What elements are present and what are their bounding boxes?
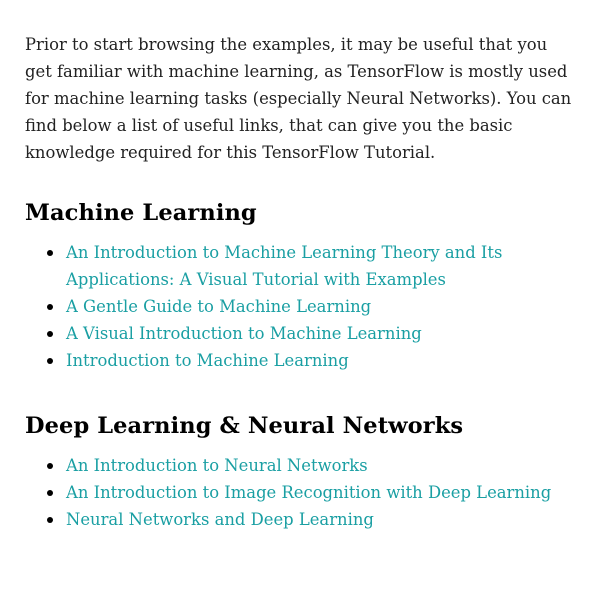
link-neural-networks-deep-learning[interactable]: Neural Networks and Deep Learning (66, 510, 374, 529)
link-gentle-guide-ml[interactable]: A Gentle Guide to Machine Learning (66, 297, 372, 316)
link-intro-to-ml[interactable]: Introduction to Machine Learning (66, 351, 349, 370)
list-item (66, 320, 575, 347)
link-list-deep-learning (25, 452, 575, 533)
list-item (66, 239, 575, 293)
list-item (66, 479, 575, 506)
section-heading-machine-learning: Machine Learning (25, 200, 257, 226)
link-list-machine-learning (25, 239, 575, 374)
link-intro-image-recognition[interactable]: An Introduction to Image Recognition with Deep Learning (66, 483, 552, 502)
link-ml-theory-visual-tutorial[interactable]: An Introduction to Machine Learning Theory and Its Applications: A Visual Tutorial with Examples (66, 243, 503, 289)
list-item (66, 506, 575, 533)
list-item (66, 452, 575, 479)
section-heading-deep-learning: Deep Learning & Neural Networks (25, 413, 464, 439)
intro-paragraph: Prior to start browsing the examples, it may be useful that you get familiar with machine learning, as TensorFlow is mostly used for machine learning tasks (especially Neural Networks). You can find below a list of useful links, that can give you the basic knowledge required for this TensorFlow Tutorial. (25, 35, 572, 162)
list-item (66, 347, 575, 374)
list-item (66, 293, 575, 320)
link-visual-intro-ml[interactable]: A Visual Introduction to Machine Learning (66, 324, 422, 343)
link-intro-neural-networks[interactable]: An Introduction to Neural Networks (66, 456, 368, 475)
